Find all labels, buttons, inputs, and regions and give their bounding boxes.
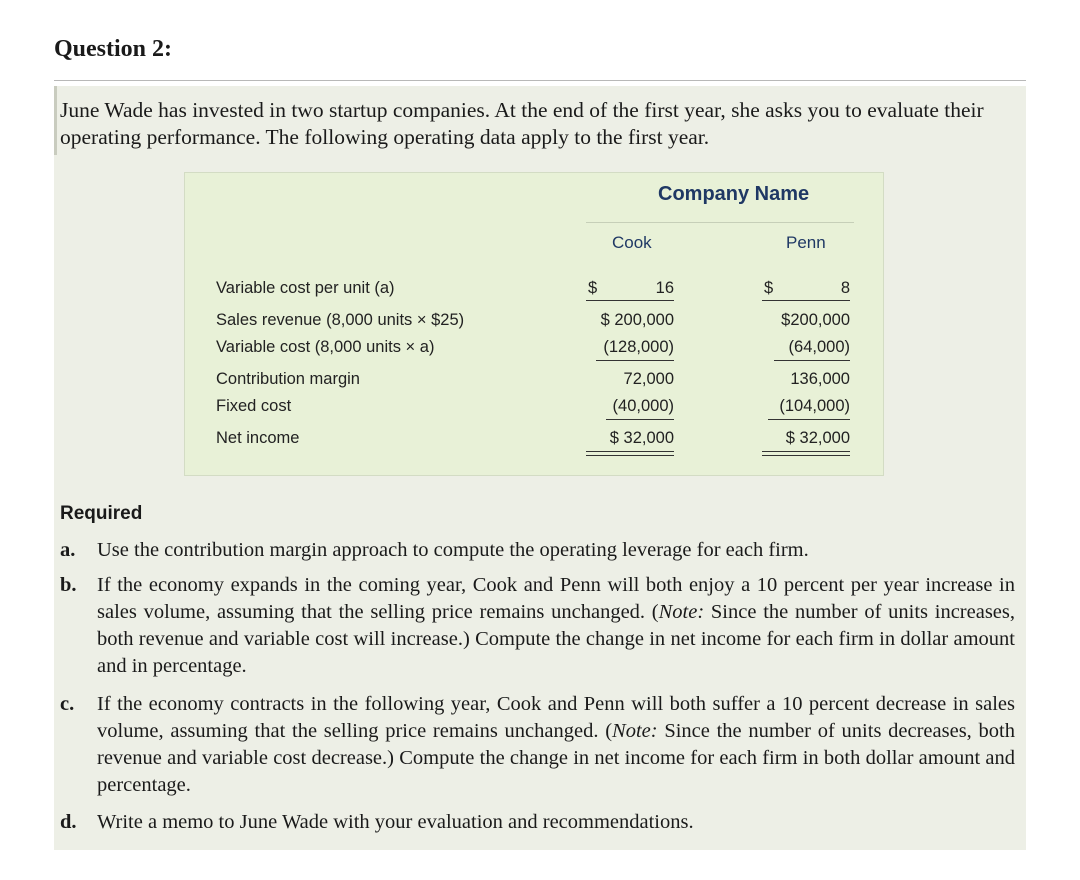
cook-variable-cost: (128,000) xyxy=(603,338,674,356)
penn-variable-cost-per-unit: 8 xyxy=(840,279,850,297)
cook-sales-revenue: $ 200,000 xyxy=(600,311,674,329)
cook-contribution-margin: 72,000 xyxy=(623,370,674,388)
intro-paragraph: June Wade has invested in two startup companies. At the end of the first year, she asks you to evaluate their operating performance. The following operating data apply to the first year. xyxy=(60,98,984,149)
item-text: Write a memo to June Wade with your evaluation and recommendations. xyxy=(97,811,694,833)
penn-sales-revenue: $200,000 xyxy=(781,311,850,329)
item-text-part: Since the number of units decreases, both revenue and variable cost decrease.) Compute the change in net income for each firm in both dollar amount and percentage. xyxy=(97,720,1015,796)
cook-underline xyxy=(596,360,674,361)
company-name-header: Company Name xyxy=(658,183,810,205)
required-item-a xyxy=(60,537,1015,564)
penn-variable-cost: (64,000) xyxy=(788,338,850,356)
cook-dollar-sign: $ xyxy=(588,279,598,297)
item-letter: d. xyxy=(60,811,77,833)
item-text-part: If the economy expands in the coming year, Cook and Penn will both enjoy a 10 percent per year increase in sales volume, assuming that the selling price remains unchanged. ( xyxy=(97,574,1015,623)
penn-underline xyxy=(774,360,850,361)
penn-net-income: $ 32,000 xyxy=(785,429,850,447)
penn-fixed-cost: (104,000) xyxy=(779,397,850,415)
cook-fixed-cost: (40,000) xyxy=(612,397,674,415)
row-label-sales-revenue: Sales revenue (8,000 units × $25) xyxy=(216,311,465,329)
cook-underline xyxy=(586,300,674,301)
cook-double-underline xyxy=(586,451,674,452)
required-item-b xyxy=(60,572,1015,680)
item-text: Use the contribution margin approach to compute the operating leverage for each firm. xyxy=(97,539,809,561)
penn-double-underline xyxy=(762,451,850,452)
required-item-c xyxy=(60,691,1015,799)
item-text-part: Since the number of units increases, both revenue and variable cost will increase.) Compute the change in net income for each firm in dollar amount and in percentage. xyxy=(97,601,1016,677)
item-letter: c. xyxy=(60,693,75,715)
question-title: Question 2: xyxy=(54,36,173,62)
note-label: Note: xyxy=(658,601,705,623)
item-text xyxy=(97,572,1015,680)
company-header-rule xyxy=(586,222,854,223)
panel-accent-rule xyxy=(54,86,57,155)
penn-underline xyxy=(768,419,850,420)
column-header-cook: Cook xyxy=(612,233,652,252)
required-item-d xyxy=(60,809,1015,836)
row-label-net-income: Net income xyxy=(216,429,300,447)
penn-double-underline xyxy=(762,455,850,456)
cook-double-underline xyxy=(586,455,674,456)
title-divider xyxy=(54,80,1026,81)
row-label-contribution-margin: Contribution margin xyxy=(216,370,360,388)
row-label-variable-cost: Variable cost (8,000 units × a) xyxy=(216,338,435,356)
required-heading: Required xyxy=(60,503,143,524)
cook-variable-cost-per-unit: 16 xyxy=(655,279,674,297)
cook-underline xyxy=(606,419,674,420)
item-text-part: If the economy contracts in the following year, Cook and Penn will both suffer a 10 percent decrease in sales volume, assuming that the selling price remains unchanged. ( xyxy=(97,693,1015,742)
row-label-variable-cost-per-unit: Variable cost per unit (a) xyxy=(216,279,395,297)
penn-dollar-sign: $ xyxy=(764,279,774,297)
cook-net-income: $ 32,000 xyxy=(609,429,674,447)
column-header-penn: Penn xyxy=(786,233,826,252)
penn-contribution-margin: 136,000 xyxy=(790,370,850,388)
note-label: Note: xyxy=(612,720,658,742)
item-text xyxy=(97,691,1015,799)
item-letter: b. xyxy=(60,574,77,596)
row-label-fixed-cost: Fixed cost xyxy=(216,397,292,415)
penn-underline xyxy=(762,300,850,301)
item-letter: a. xyxy=(60,539,76,561)
